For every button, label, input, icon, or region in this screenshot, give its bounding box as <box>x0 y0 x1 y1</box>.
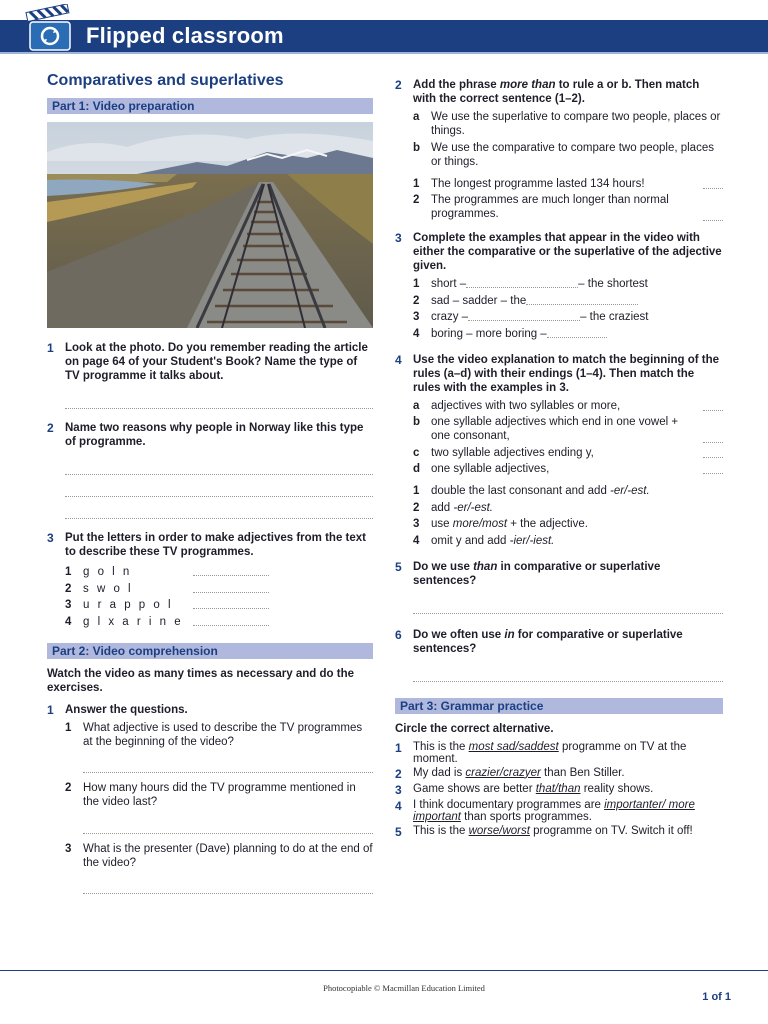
alternatives[interactable]: that/than <box>535 782 581 795</box>
answer-line[interactable] <box>83 872 373 894</box>
copyright-notice: Photocopiable © Macmillan Education Limited <box>323 983 485 993</box>
answer-blank[interactable] <box>703 431 723 443</box>
answer-line[interactable] <box>65 453 373 475</box>
rule-ending: 2 add -er/-est. <box>413 501 494 514</box>
alternatives[interactable]: most sad/saddest <box>468 740 559 753</box>
part2-instruction: Watch the video as many times as necessary and do the exercises. <box>47 667 354 694</box>
left-q1-text: Look at the photo. Do you remember reading the article on page 64 of your Student's Book? Name the type of TV programme it talks about. <box>65 342 368 382</box>
rule-item: a We use the superlative to compare two people, places or things. <box>413 111 721 137</box>
right-q5: 5 Do we use than in comparative or superlative sentences? <box>395 559 661 587</box>
left-q1: 1 Look at the photo. Do you remember reading the article on page 64 of your Student's Book? Name the type of TV programme it talks about. <box>47 341 373 383</box>
answer-blank[interactable] <box>193 582 269 593</box>
alternatives[interactable]: importanter/ more important <box>413 798 695 823</box>
answer-line[interactable] <box>65 475 373 497</box>
rule-beginning: a adjectives with two syllables or more, <box>413 399 723 413</box>
anagram-item: 1 g o l n <box>65 565 373 579</box>
grammar-item: 4 I think documentary programmes are importanter/ more important than sports programmes. <box>395 798 695 823</box>
grammar-item: 2 My dad is crazier/crazyer than Ben Stiller. <box>395 766 625 781</box>
section-title: Comparatives and superlatives <box>47 72 284 89</box>
rule-ending: 4 omit y and add -ier/-iest. <box>413 534 555 547</box>
answer-blank[interactable] <box>193 565 269 576</box>
left-column <box>47 66 373 894</box>
part1-heading: Part 1: Video preparation <box>47 98 373 114</box>
rule-beginning: c two syllable adjectives ending y, <box>413 446 723 460</box>
answer-blank[interactable] <box>547 327 607 338</box>
right-q6: 6 Do we often use in for comparative or superlative sentences? <box>395 627 683 655</box>
answer-blank[interactable] <box>193 598 269 609</box>
anagram-item: 3 u r a p p o l <box>65 598 373 612</box>
alternatives[interactable]: crazier/crazyer <box>465 766 541 779</box>
rule-ending: 3 use more/most + the adjective. <box>413 518 588 530</box>
rule-beginning: d one syllable adjectives, <box>413 462 723 476</box>
answer-line[interactable] <box>413 592 723 614</box>
right-q3: 3 Complete the examples that appear in the video with either the comparative or the superlative of the adjective given. <box>395 231 722 272</box>
grammar-item: 3 Game shows are better that/than reality shows. <box>395 782 654 797</box>
complete-item: 4 boring – more boring – <box>413 327 723 341</box>
right-column <box>395 78 723 841</box>
answer-blank[interactable] <box>466 277 578 288</box>
answer-line[interactable] <box>65 387 373 409</box>
answer-blank[interactable] <box>193 615 269 626</box>
answer-blank[interactable] <box>703 462 723 474</box>
part2-q1: 1 Answer the questions. <box>47 702 188 717</box>
footer-divider <box>0 970 768 971</box>
comprehension-question: 3 What is the presenter (Dave) planning to do at the end of the video? <box>65 842 373 869</box>
part3-heading: Part 3: Grammar practice <box>395 698 723 714</box>
anagram-item: 4 g l x a r i n e <box>65 615 373 629</box>
grammar-item: 5 This is the worse/worst programme on TV. Switch it off! <box>395 824 693 839</box>
answer-blank[interactable] <box>526 294 638 305</box>
left-q2: 2 Name two reasons why people in Norway like this type of programme. <box>47 421 373 449</box>
left-q2-text: Name two reasons why people in Norway like this type of programme. <box>65 422 364 448</box>
answer-line[interactable] <box>413 660 723 682</box>
rule-ending: 1 double the last consonant and add -er/-est. <box>413 485 650 497</box>
anagram-item: 2 s w o l <box>65 582 373 596</box>
complete-item: 2 sad – sadder – the <box>413 294 723 308</box>
right-q4: 4 Use the video explanation to match the beginning of the rules (a–d) with their endings (1–4). Then match the rules with the examples in 3. <box>395 352 720 394</box>
complete-item: 3 crazy – – the craziest <box>413 311 649 323</box>
clapperboard-icon <box>24 4 76 56</box>
page-title: Flipped classroom <box>86 23 284 48</box>
rule-beginning: b one syllable adjectives which end in one vowel + one consonant, <box>413 415 723 443</box>
answer-blank[interactable] <box>703 177 723 189</box>
answer-line[interactable] <box>65 497 373 519</box>
answer-line[interactable] <box>83 812 373 834</box>
comprehension-question: 2 How many hours did the TV programme mentioned in the video last? <box>65 782 356 808</box>
left-q3: 3 Put the letters in order to make adjectives from the text to describe these TV programmes. <box>47 531 373 559</box>
answer-blank[interactable] <box>703 446 723 458</box>
alternatives[interactable]: worse/worst <box>468 824 530 837</box>
rule-item: b We use the comparative to compare two people, places or things. <box>413 141 714 168</box>
sentence-item: 1 The longest programme lasted 134 hours! <box>413 177 723 191</box>
answer-line[interactable] <box>83 751 373 773</box>
grammar-item: 1 This is the most sad/saddest programme on TV at the moment. <box>395 740 687 765</box>
page-number: 1 of 1 <box>702 991 731 1003</box>
complete-item: 1 short – – the shortest <box>413 278 648 290</box>
answer-blank[interactable] <box>703 209 723 221</box>
left-q3-text: Put the letters in order to make adjectives from the text to describe these TV programmes. <box>65 532 366 558</box>
part3-instruction: Circle the correct alternative. <box>395 722 554 735</box>
page-header <box>0 20 768 52</box>
part2-heading: Part 2: Video comprehension <box>47 643 373 659</box>
sentence-item: 2 The programmes are much longer than normal programmes. <box>413 193 723 221</box>
right-q2: 2 Add the phrase more than to rule a or b. Then match with the correct sentence (1–2). <box>395 78 700 105</box>
comprehension-question: 1 What adjective is used to describe the TV programmes at the beginning of the video? <box>65 721 363 748</box>
answer-blank[interactable] <box>468 310 580 321</box>
answer-blank[interactable] <box>703 399 723 411</box>
railway-photo <box>47 122 373 328</box>
